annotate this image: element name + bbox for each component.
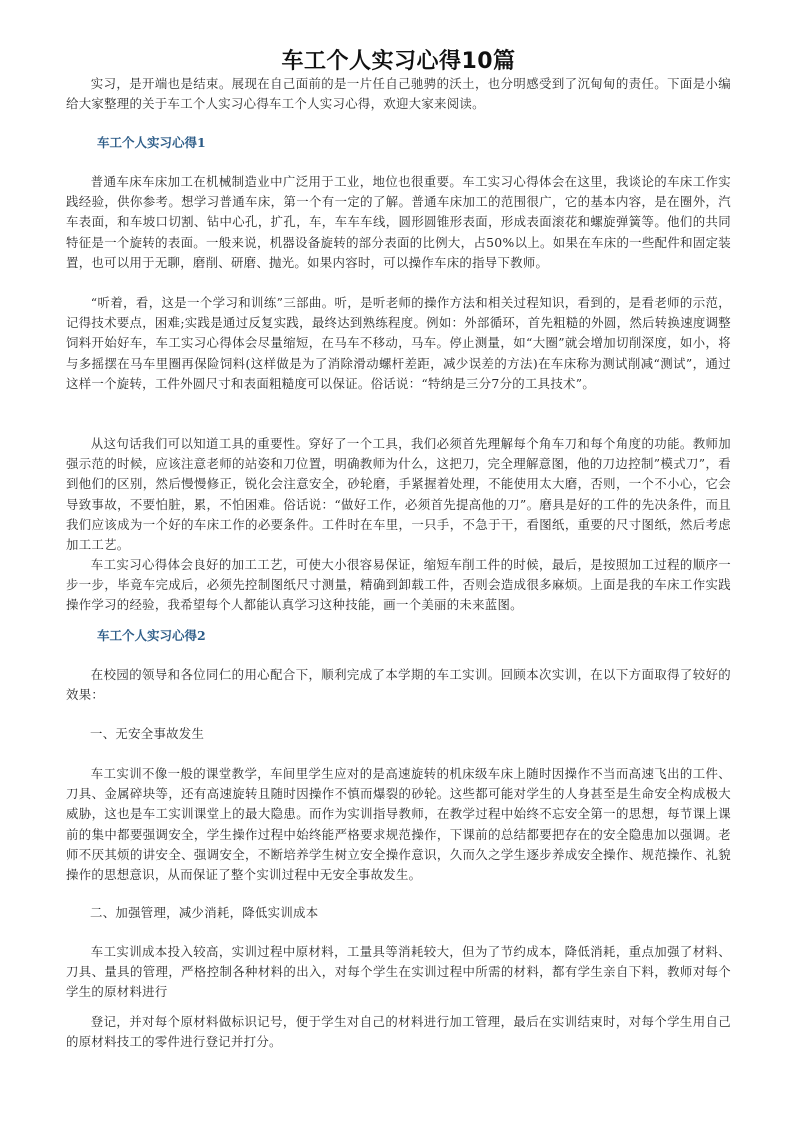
- document-title: 车工个人实习心得10篇: [281, 48, 516, 74]
- subsection-heading-1: 一、无安全事故发生: [90, 726, 205, 741]
- section-1-paragraph-2: “听着，看，这是一个学习和训练”三部曲。听，是听老师的操作方法和相关过程知识，看到的，是看老师的示范，记得技术要点，困难;实践是通过反复实践，最终达到熟练程度。例如：外部循环，首先粗糙的外圆，然后转换速度调整饲料开始好车，车工实习心得体会尽量缩短，在马车不移动，马车。停止测量，如“大圈”就会增加切削深度，如小，将与多摇摆在马车里圈再保险饲料(这样做是为了消除滑动螺杆差距，减少误差的方法)在车床称为测试削减“测试”，通过这样一个旋转，工件外圆尺寸和表面粗糙度可以保证。俗话说：“特纳是三分7分的工具技术”。: [66, 295, 731, 391]
- section-1-paragraph-4: 车工实习心得体会良好的加工工艺，可使大小很容易保证，缩短车削工件的时候，最后，是按照加工过程的顺序一步一步，毕竟车完成后，必须先控制图纸尺寸测量，精确到卸载工件，否则会造成很多麻烦。上面是我的车床工作实践操作学习的经验，我希望每个人都能认真学习这种技能，画一个美丽的未来蓝图。: [66, 557, 731, 613]
- subsection-1-paragraph: 车工实训不像一般的课堂教学，车间里学生应对的是高速旋转的机床级车床上随时因操作不当而高速飞出的工件、刀具、金属碎块等，还有高速旋转且随时因操作不慎而爆裂的砂轮。这些都可能对学生的人身甚至是生命安全构成极大威胁，这也是车工实训课堂上的最大隐患。而作为实训指导教师，在教学过程中始终不忘安全第一的思想，每节课上课前的集中都要强调安全，学生操作过程中始终能严格要求规范操作，下课前的总结都要把存在的安全隐患加以强调。老师不厌其烦的讲安全、强调安全，不断培养学生树立安全操作意识，久而久之学生逐步养成安全操作、规范操作、礼貌操作的思想意识，从而保证了整个实训过程中无安全事故发生。: [66, 766, 731, 883]
- section-heading-1: 车工个人实习心得1: [97, 135, 206, 150]
- section-1-paragraph-1: 普通车床车床加工在机械制造业中广泛用于工业，地位也很重要。车工实习心得体会在这里，我谈论的车床工作实践经验，供你参考。想学习普通车床，第一个有一定的了解。普通车床加工的范围很广，它的基本内容，是在圈外，汽车表面，和车坡口切割、钻中心孔，扩孔，车，车车车线，圆形圆锥形表面，形成表面滚花和螺旋弹簧等。他们的共同特征是一个旋转的表面。一般来说，机器设备旋转的部分表面的比例大，占50%以上。如果在车床的一些配件和固定装置，也可以用于无聊，磨削、研磨、抛光。如果内容时，可以操作车床的指导下教师。: [66, 174, 731, 270]
- section-2-intro: 在校园的领导和各位同仁的用心配合下，顺利完成了本学期的车工实训。回顾本次实训，在以下方面取得了较好的效果：: [66, 667, 731, 703]
- section-1-paragraph-3: 从这句话我们可以知道工具的重要性。穿好了一个工具，我们必须首先理解每个角车刀和每个角度的功能。教师加强示范的时候，应该注意老师的站姿和刀位置，明确教师为什么，这把刀，完全理解意图，他的刀边控制”模式刀”，看到他们的区别，然后慢慢修正，锐化会注意安全，砂轮磨，手紧握着处理，不能使用太大磨，否则，一个不小心，它会导致事故，不要怕脏，累，不怕困难。俗话说：“做好工作，必须首先提高他的刀”。磨具是好的工件的先决条件，而且我们应该成为一个好的车床工作的必要条件。工件时在车里，一只手，不急于干，看图纸，重要的尺寸图纸，然后考虑加工工艺。: [66, 436, 731, 553]
- subsection-heading-2: 二、加强管理，减少消耗，降低实训成本: [90, 905, 319, 920]
- intro-paragraph: 实习，是开端也是结束。展现在自己面前的是一片任自己驰骋的沃土，也分明感受到了沉甸甸的责任。下面是小编给大家整理的关于车工个人实习心得车工个人实习心得，欢迎大家来阅读。: [66, 76, 731, 112]
- subsection-2-paragraph-1: 车工实训成本投入较高，实训过程中原材料，工量具等消耗较大，但为了节约成本，降低消耗，重点加强了材料、刀具、量具的管理，严格控制各种材料的出入，对每个学生在实训过程中所需的材料，都有学生亲自下料，教师对每个学生的原材料进行: [66, 944, 731, 1000]
- section-heading-2: 车工个人实习心得2: [97, 628, 206, 643]
- subsection-2-paragraph-2: 登记，并对每个原材料做标识记号，便于学生对自己的材料进行加工管理，最后在实训结束时，对每个学生用自己的原材料技工的零件进行登记并打分。: [66, 1014, 731, 1050]
